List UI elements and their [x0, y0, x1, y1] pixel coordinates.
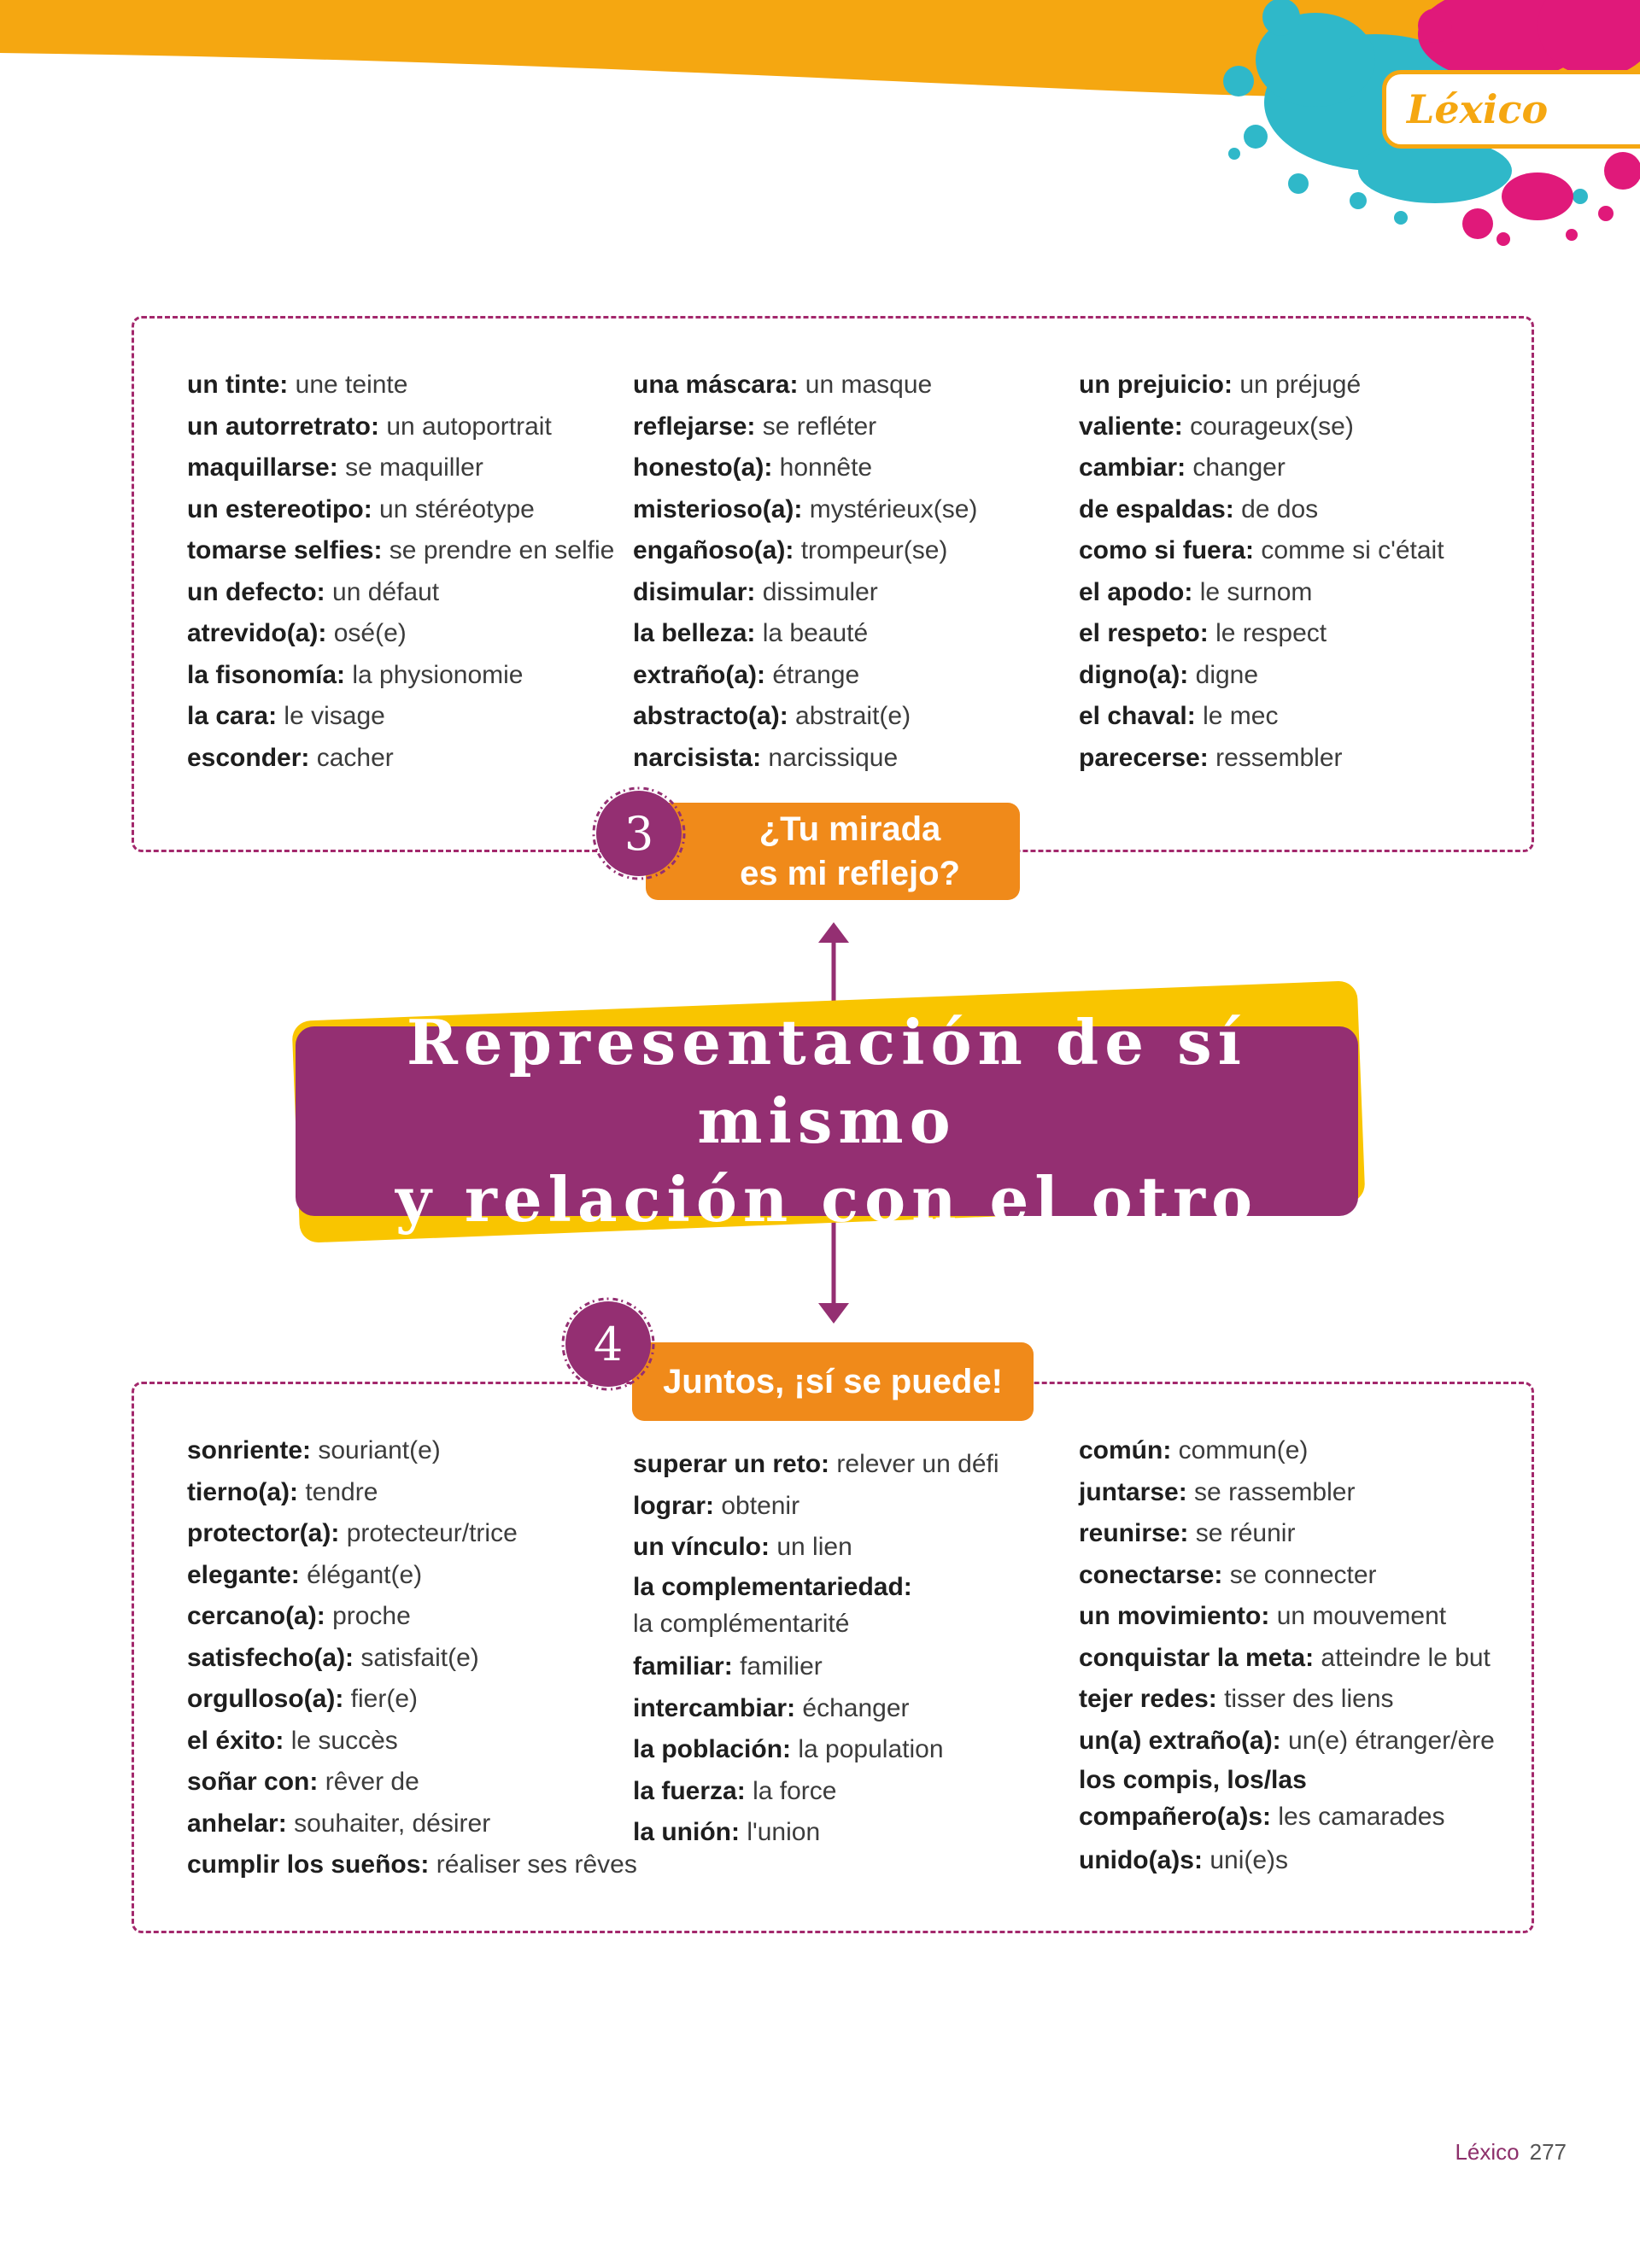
section-3-number-badge	[591, 786, 687, 881]
vocab-entry: maquillarse: se maquiller	[187, 453, 483, 482]
vocab-box-section-4	[132, 1382, 1534, 1933]
vocab-entry: tomarse selfies: se prendre en selfie	[187, 536, 615, 564]
vocab-entry: la belleza: la beauté	[633, 619, 869, 647]
vocab-entry: soñar con: rêver de	[187, 1768, 419, 1796]
vocab-entry: el éxito: le succès	[187, 1726, 398, 1755]
footer-section-name: Léxico	[1455, 2139, 1520, 2165]
page-footer	[1455, 2139, 1567, 2166]
section-3-title-line2: es mi reflejo?	[740, 855, 960, 892]
section-4-number-badge	[560, 1296, 656, 1392]
vocab-entry: parecerse: ressembler	[1079, 743, 1343, 772]
section-4-title	[632, 1342, 1034, 1421]
vocab-column-3	[1079, 365, 1523, 779]
vocab-entry: los compis, los/las compañero(a)s: les camarades	[1079, 1766, 1445, 1831]
vocab-entry: la complementariedad: la complémentarité	[633, 1572, 912, 1638]
vocab-entry: un prejuicio: un préjugé	[1079, 371, 1362, 399]
vocab-entry: conectarse: se connecter	[1079, 1560, 1377, 1589]
vocab-entry: reflejarse: se refléter	[633, 412, 877, 441]
vocab-entry: honesto(a): honnête	[633, 453, 873, 482]
vocab-entry: intercambiar: échanger	[633, 1693, 910, 1722]
vocab-entry: de espaldas: de dos	[1079, 494, 1319, 523]
vocab-column-2	[633, 365, 1077, 779]
vocab-entry: como si fuera: comme si c'était	[1079, 536, 1444, 564]
vocab-entry: un(a) extraño(a): un(e) étranger/ère	[1079, 1726, 1495, 1755]
vocab-entry: cambiar: changer	[1079, 453, 1286, 482]
section-3-title	[646, 803, 1020, 900]
vocab-entry: conquistar la meta: atteindre le but	[1079, 1643, 1491, 1672]
vocab-entry: disimular: dissimuler	[633, 577, 878, 606]
lexico-tab-label: Léxico	[1407, 86, 1549, 132]
vocab-entry: valiente: courageux(se)	[1079, 412, 1354, 441]
vocab-entry: superar un reto: relever un défi	[633, 1450, 999, 1478]
section-4-title-text: Juntos, ¡sí se puede!	[663, 1363, 1003, 1400]
main-topic-title	[290, 991, 1367, 1247]
vocab-entry: juntarse: se rassembler	[1079, 1477, 1356, 1506]
vocab-entry: el chaval: le mec	[1079, 702, 1279, 730]
title-purple-banner	[296, 1006, 1358, 1236]
vocab-entry: cercano(a): proche	[187, 1602, 411, 1630]
vocab-entry: sonriente: souriant(e)	[187, 1436, 441, 1464]
main-title-line1: Representación de sí mismo	[406, 1006, 1248, 1157]
vocab-entry: la fisonomía: la physionomie	[187, 660, 524, 689]
vocab-entry: unido(a)s: uni(e)s	[1079, 1845, 1289, 1874]
vocab-column-2	[633, 1444, 1077, 1854]
vocab-entry: lograr: obtenir	[633, 1491, 800, 1520]
vocab-entry: abstracto(a): abstrait(e)	[633, 702, 911, 730]
vocab-entry: la fuerza: la force	[633, 1776, 837, 1805]
vocab-entry: protector(a): protecteur/trice	[187, 1519, 518, 1547]
vocab-entry: familiar: familier	[633, 1652, 823, 1681]
vocab-entry: anhelar: souhaiter, désirer	[187, 1809, 491, 1838]
vocab-entry: común: commun(e)	[1079, 1436, 1309, 1464]
section-4-number: 4	[593, 1317, 624, 1371]
vocab-entry: una máscara: un masque	[633, 371, 933, 399]
vocab-entry: narcisista: narcissique	[633, 743, 899, 772]
vocab-column-1	[187, 365, 631, 779]
vocab-entry: cumplir los sueños: réaliser ses rêves	[187, 1850, 637, 1879]
vocab-entry: elegante: élégant(e)	[187, 1560, 423, 1589]
vocab-entry: extraño(a): étrange	[633, 660, 860, 689]
vocab-entry: un defecto: un défaut	[187, 577, 440, 606]
vocab-entry: la cara: le visage	[187, 702, 385, 730]
page-number: 277	[1529, 2139, 1567, 2165]
vocab-entry: un tinte: une teinte	[187, 371, 408, 399]
vocab-entry: tejer redes: tisser des liens	[1079, 1685, 1394, 1713]
vocab-entry: esconder: cacher	[187, 743, 394, 772]
section-3-title-line1: ¿Tu mirada	[758, 810, 941, 848]
vocab-entry: el apodo: le surnom	[1079, 577, 1313, 606]
vocab-entry: digno(a): digne	[1079, 660, 1259, 689]
vocab-entry: engañoso(a): trompeur(se)	[633, 536, 948, 564]
vocab-entry: reunirse: se réunir	[1079, 1519, 1296, 1547]
vocab-entry: un autorretrato: un autoportrait	[187, 412, 552, 441]
vocab-entry: la unión: l'union	[633, 1818, 821, 1846]
vocab-entry: satisfecho(a): satisfait(e)	[187, 1643, 479, 1672]
vocab-entry: un movimiento: un mouvement	[1079, 1602, 1447, 1630]
vocab-entry: el respeto: le respect	[1079, 619, 1327, 647]
vocab-entry: un vínculo: un lien	[633, 1533, 852, 1561]
vocab-entry: un estereotipo: un stéréotype	[187, 494, 535, 523]
vocab-entry: atrevido(a): osé(e)	[187, 619, 407, 647]
vocab-entry: tierno(a): tendre	[187, 1477, 378, 1506]
lexico-section-tab	[1382, 70, 1640, 149]
vocab-entry: misterioso(a): mystérieux(se)	[633, 494, 978, 523]
vocab-box-section-3	[132, 316, 1534, 852]
section-3-number: 3	[624, 806, 654, 861]
main-title-line2: y relación con el otro	[395, 1163, 1259, 1236]
vocab-column-3	[1079, 1430, 1523, 1881]
vocab-entry: orgulloso(a): fier(e)	[187, 1685, 418, 1713]
vocab-column-1	[187, 1430, 637, 1886]
vocab-entry: la población: la population	[633, 1735, 944, 1763]
